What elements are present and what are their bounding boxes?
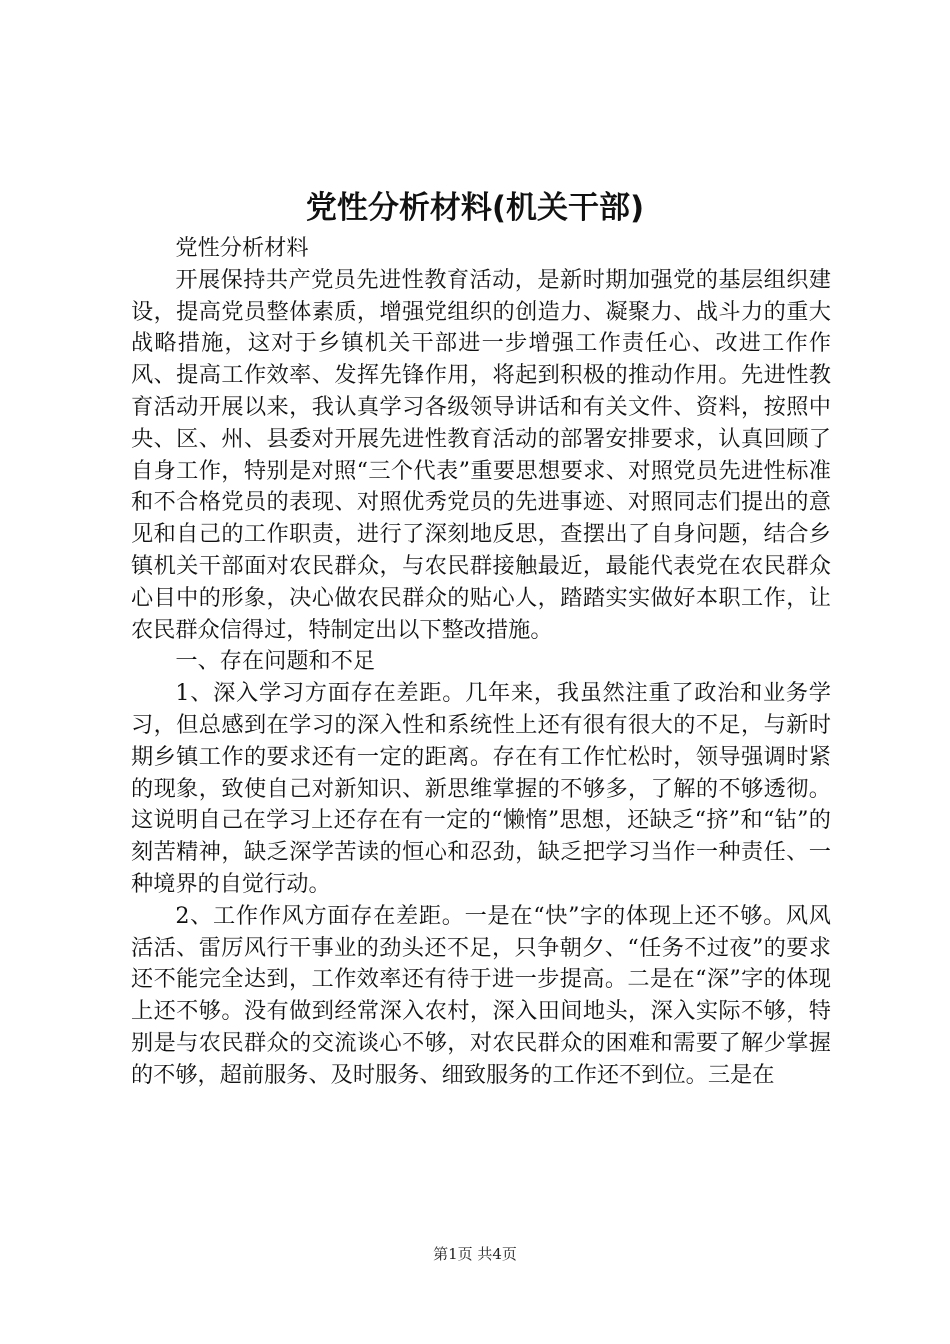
document-body	[131, 233, 831, 1092]
subtitle-paragraph: 党性分析材料	[175, 235, 309, 261]
document-title: 党性分析材料(机关干部)	[305, 190, 645, 226]
point-2-paragraph: 2、工作作风方面存在差距。一是在“快”字的体现上还不够。风风活活、雷厉风行干事业的劲头还不足，只争朝夕、“任务不过夜”的要求还不能完全达到，工作效率还有待于进一步提高。二是在“深”字的体现上还不够。没有做到经常深入农村，深入田间地头，深入实际不够，特别是与农民群众的交流谈心不够，对农民群众的困难和需要了解少掌握的不够，超前服务、及时服务、细致服务的工作还不到位。三是在	[131, 902, 831, 1088]
point-1-paragraph: 1、深入学习方面存在差距。几年来，我虽然注重了政治和业务学习，但总感到在学习的深入性和系统性上还有很有很大的不足，与新时期乡镇工作的要求还有一定的距离。存在有工作忙松时，领导强调时紧的现象，致使自己对新知识、新思维掌握的不够多，了解的不够透彻。这说明自己在学习上还存在有一定的“懒惰”思想，还缺乏“挤”和“钻”的刻苦精神，缺乏深学苦读的恒心和忍劲，缺乏把学习当作一种责任、一种境界的自觉行动。	[131, 680, 831, 897]
section-heading: 一、存在问题和不足	[175, 648, 376, 675]
page-number-footer: 第1页 共4页	[433, 1245, 517, 1263]
intro-paragraph: 开展保持共产党员先进性教育活动，是新时期加强党的基层组织建设，提高党员整体素质，增强党组织的创造力、凝聚力、战斗力的重大战略措施，这对于乡镇机关干部进一步增强工作责任心、改进工作作风、提高工作效率、发挥先锋作用，将起到积极的推动作用。先进性教育活动开展以来，我认真学习各级领导讲话和有关文件、资料，按照中央、区、州、县委对开展先进性教育活动的部署安排要求，认真回顾了自身工作，特别是对照“三个代表”重要思想要求、对照党员先进性标准和不合格党员的表现、对照优秀党员的先进事迹、对照同志们提出的意见和自己的工作职责，进行了深刻地反思，查摆出了自身问题，结合乡镇机关干部面对农民群众，与农民群接触最近，最能代表党在农民群众心目中的形象，决心做农民群众的贴心人，踏踏实实做好本职工作，让农民群众信得过，特制定出以下整改措施。	[131, 266, 831, 643]
